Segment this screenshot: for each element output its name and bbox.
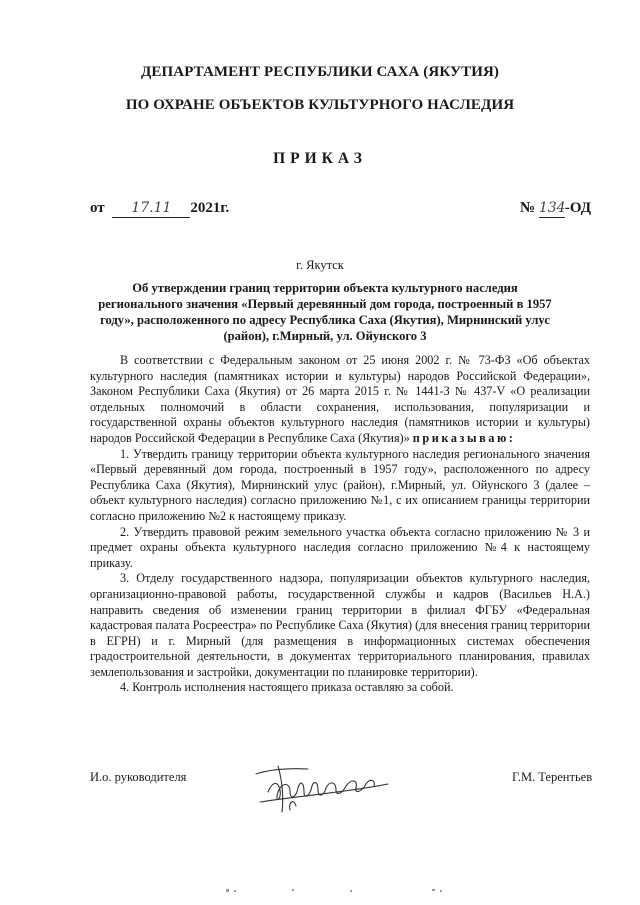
- order-item-1: 1. Утвердить границу территории объекта культурного наследия регионального значения «Первый деревянный дом города, построенный в 1957 году», расположенного по адресу Республика Саха (Якутия), Мирнинский улус (район), г.Мирный, ул. Ойунского 3 (далее – объект культурного наследия) согласно приложению №1, с их описанием границы территории согласно приложению №2 к настоящему приказу.: [90, 446, 590, 523]
- order-date: [90, 200, 229, 218]
- order-item-4: 4. Контроль исполнения настоящего приказа оставляю за собой.: [120, 680, 454, 695]
- date-field: [112, 200, 190, 218]
- order-item-2: 2. Утвердить правовой режим земельного участка объекта согласно приложению № 3 и предмет охраны объекта культурного наследия согласно приложению №4 к настоящему приказу.: [90, 524, 590, 570]
- number-label: №: [520, 200, 536, 216]
- handwritten-signature-image: [238, 752, 408, 822]
- preamble-paragraph: [90, 353, 590, 447]
- order-subject: Об утверждении границ территории объекта культурного наследия регионального значения «Первый деревянный дом города, построенный в 1957 году», расположенного по адресу Республика Саха (Якутия), Мирнинский улус (район), г.Мирный, ул. Ойунского 3: [98, 281, 552, 343]
- handwritten-date: 17.11: [131, 200, 172, 216]
- department-title-line1: ДЕПАРТАМЕНТ РЕСПУБЛИКИ САХА (ЯКУТИЯ): [140, 64, 500, 80]
- signatory-name: Г.М. Терентьев: [512, 770, 593, 784]
- number-field: [539, 200, 565, 218]
- preamble-text: В соответствии с Федеральным законом от 25 июня 2002 г. № 73-ФЗ «Об объектах культурного наследия (памятниках истории и культуры) народов Российской Федерации», Законом Республики Саха (Якутия) от 26 марта 2015 г. № 1441-З № 437-V «О реализации отдельных полномочий в области сохранения, использования, популяризации и государственной охраны объектов культурного наследия (памятников истории и культуры) народов Российской Федерации в Республике Саха (Якутия)»: [90, 353, 590, 445]
- city-line: г. Якутск: [296, 258, 344, 272]
- signatory-position: И.о. руководителя: [90, 770, 187, 784]
- order-number: [520, 200, 591, 218]
- order-body: [90, 353, 590, 696]
- document-type-title: ПРИКАЗ: [273, 150, 367, 167]
- date-from-label: от: [90, 200, 105, 216]
- handwritten-number: 134: [538, 200, 566, 216]
- date-year: 2021г.: [190, 200, 230, 216]
- department-title-line2: ПО ОХРАНЕ ОБЪЕКТОВ КУЛЬТУРНОГО НАСЛЕДИЯ: [125, 97, 515, 113]
- order-word: приказываю:: [412, 430, 516, 445]
- number-suffix: -ОД: [564, 200, 592, 216]
- scan-noise-marks: [200, 884, 460, 896]
- order-item-3: 3. Отделу государственного надзора, популяризации объектов культурного наследия, организационно-правовой работы, государственной службы и кадров (Васильев Н.А.) направить сведения об изменении границ территории в филиал ФГБУ «Федеральная кадастровая палата Росреестра» по Республике Саха (Якутия) (для внесения границ территории в ЕГРН) и г. Мирный (для размещения в информационных системах обеспечения градостроительной деятельности, в документах территориального планирования, правилах землепользования и застройки, документации по планировке территории).: [90, 571, 590, 679]
